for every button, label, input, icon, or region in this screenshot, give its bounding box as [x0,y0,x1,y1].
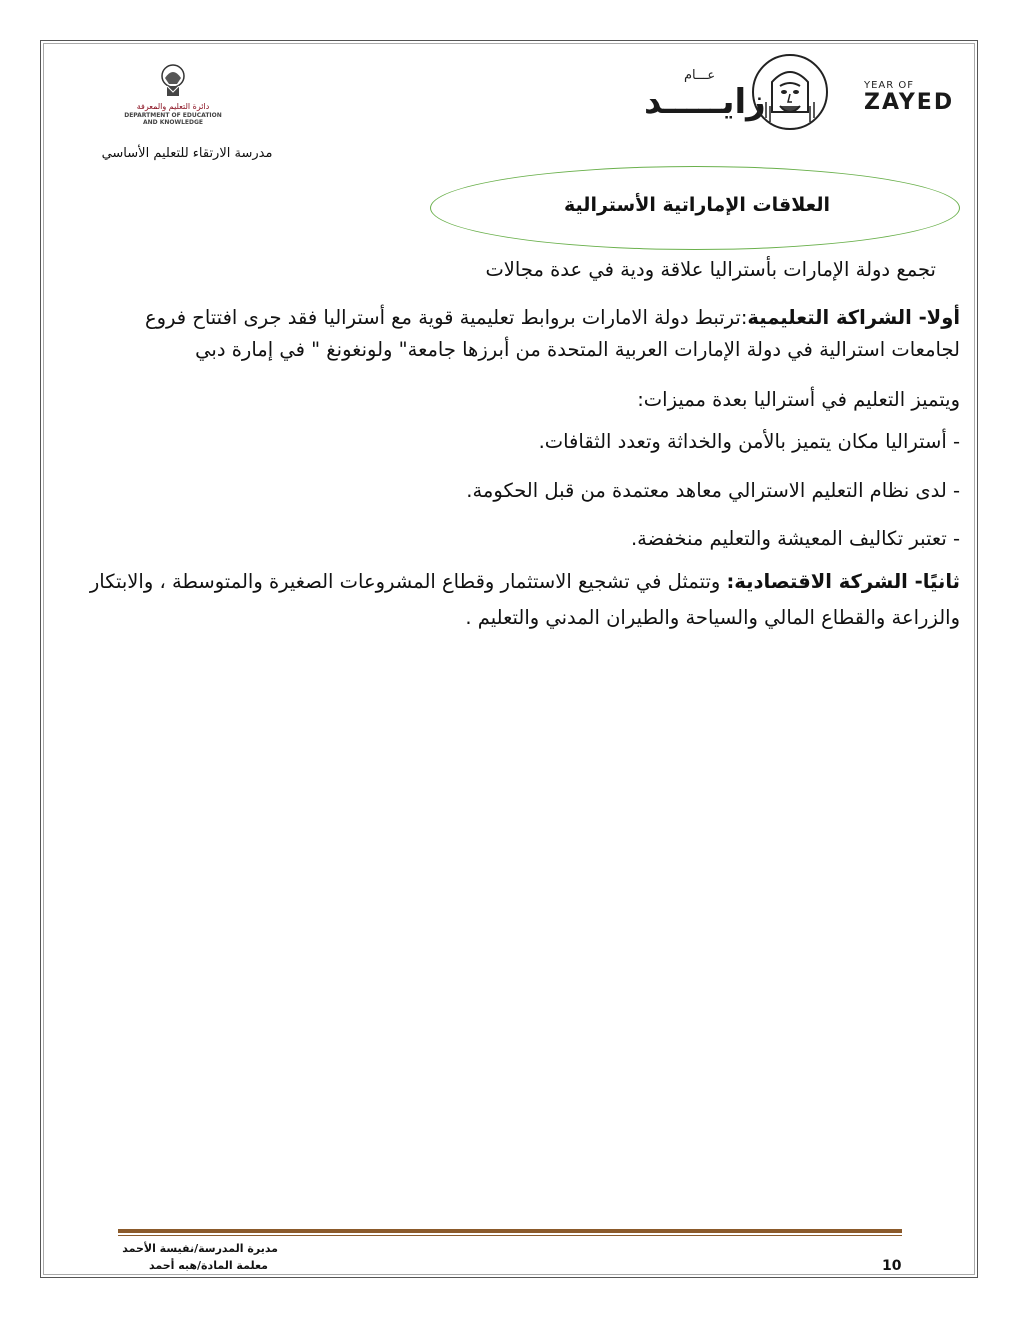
footer-teacher: معلمة المادة/هبه أحمد [149,1259,268,1272]
school-name: مدرسة الارتقاء للتعليم الأساسي [101,146,273,161]
feature-item: - تعتبر تكاليف المعيشة والتعليم منخفضة. [630,527,960,550]
dept-education-logo [118,62,228,132]
page-number: 10 [882,1258,902,1274]
feature-item: - أستراليا مكان يتميز بالأمن والخداثة وتعدد الثقافات. [538,430,960,453]
footer-principal: مديرة المدرسة/نفيسة الأحمد [122,1242,278,1255]
zayed-en-small: YEAR OF [864,80,915,91]
zayed-portrait-icon [750,52,830,132]
zayed-ar-big: زايـــــد [644,82,766,122]
section2-line2: والزراعة والقطاع المالي والسياحة والطيران المدني والتعليم . [465,606,960,629]
section1-line2: لجامعات استرالية في دولة الإمارات العربية المتحدة من أبرزها جامعة" ولونغونغ " في إمارة دبي [195,338,960,361]
falcon-emblem-icon [153,62,193,100]
zayed-en-big: ZAYED [864,90,955,115]
zayed-ar-small: عـــام [684,68,716,83]
footer-rule [118,1229,902,1233]
dept-name-en-line2: AND KNOWLEDGE [142,119,204,126]
section2-text: وتتمثل في تشجيع الاستثمار وقطاع المشروعات الصغيرة والمتوسطة ، والابتكار [89,570,727,593]
features-intro: ويتميز التعليم في أستراليا بعدة مميزات: [637,388,960,411]
section1-text: :ترتبط دولة الامارات بروابط تعليمية قوية مع أستراليا فقد جرى افتتاح فروع [144,306,748,329]
intro-paragraph: تجمع دولة الإمارات بأستراليا علاقة ودية في عدة مجالات [485,258,936,281]
page-title: العلاقات الإماراتية الأسترالية [564,194,830,216]
dept-name-ar: دائرة التعليم والمعرفة [136,102,210,111]
year-of-zayed-logo [640,52,960,134]
section2-line1 [90,570,960,593]
footer-rule-thin [118,1235,902,1236]
section2-heading: ثانيًا- الشركة الاقتصادية: [726,570,960,593]
section1-line1 [145,306,960,329]
section1-heading: أولا- الشراكة التعليمية [747,306,960,329]
feature-item: - لدى نظام التعليم الاسترالي معاهد معتمدة من قبل الحكومة. [466,479,960,502]
dept-name-en-line1: DEPARTMENT OF EDUCATION [124,112,222,119]
